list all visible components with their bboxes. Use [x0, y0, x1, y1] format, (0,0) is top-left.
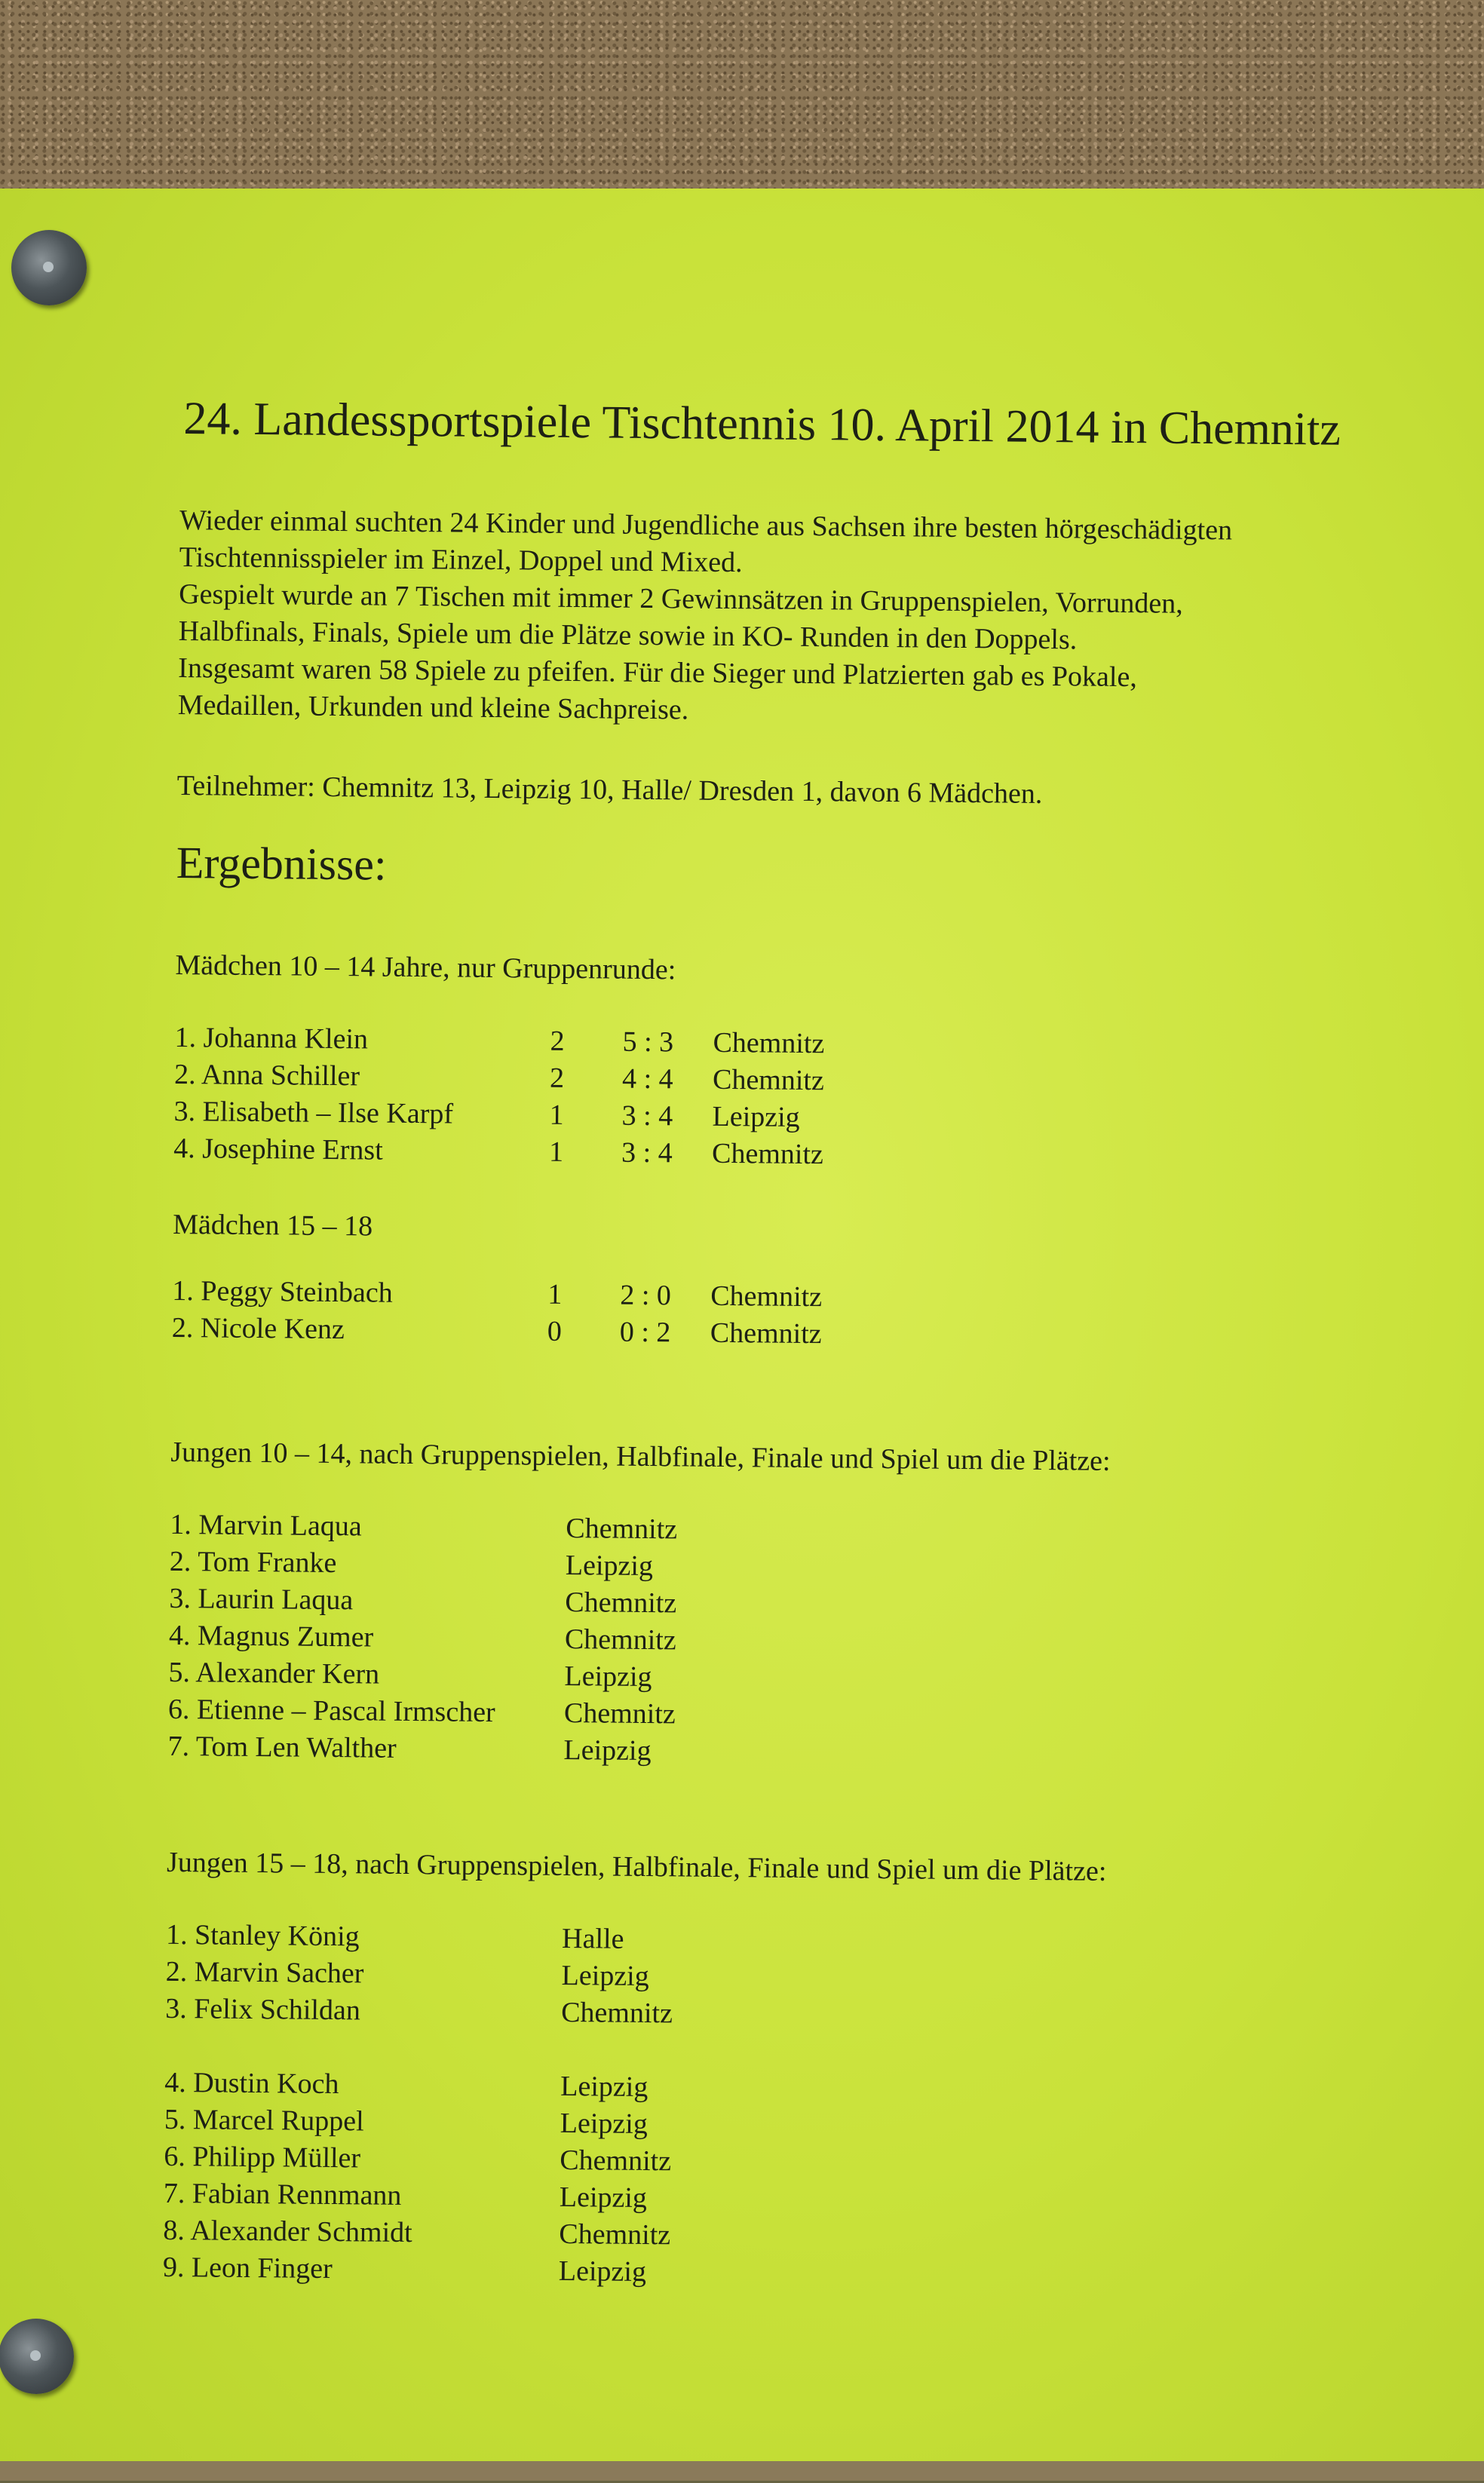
player-club: Chemnitz [561, 1996, 673, 2030]
player-club: Leipzig [564, 1660, 652, 1694]
player-name: 4. Magnus Zumer [168, 1619, 374, 1654]
player-club: Chemnitz [566, 1512, 678, 1546]
player-name: 3. Laurin Laqua [169, 1582, 354, 1617]
participants-line: Teilnehmer: Chemnitz 13, Leipzig 10, Halle/ Dresden 1, davon 6 Mädchen. [176, 769, 1043, 810]
girls-10-14-label: Mädchen 10 – 14 Jahre, nur Gruppenrunde: [175, 949, 676, 986]
player-name: 5. Alexander Kern [168, 1656, 380, 1691]
player-name: 8. Alexander Schmidt [163, 2214, 412, 2249]
player-name: 3. Felix Schildan [165, 1992, 361, 2027]
player-points: 2 [550, 1025, 565, 1057]
player-club: Chemnitz [710, 1317, 822, 1350]
intro-line-6: Medaillen, Urkunden und kleine Sachpreise. [177, 688, 689, 726]
cork-board-background [0, 0, 1484, 204]
player-name: 2. Anna Schiller [173, 1058, 360, 1093]
player-club: Chemnitz [565, 1586, 677, 1620]
player-points: 1 [547, 1278, 563, 1310]
player-name: 6. Etienne – Pascal Irmscher [167, 1693, 495, 1729]
player-club: Chemnitz [712, 1063, 825, 1097]
player-club: Chemnitz [559, 2218, 671, 2252]
player-score: 3 : 4 [621, 1099, 673, 1133]
player-club: Leipzig [559, 2181, 648, 2215]
player-club: Leipzig [565, 1549, 654, 1583]
intro-line-3: Gespielt wurde an 7 Tischen mit immer 2 Gewinnsätzen in Gruppenspielen, Vorrunden, [179, 578, 1183, 620]
player-name: 4. Josephine Ernst [173, 1132, 383, 1166]
boys-10-14-label: Jungen 10 – 14, nach Gruppenspielen, Halbfinale, Finale und Spiel um die Plätze: [170, 1436, 1111, 1477]
player-club: Leipzig [712, 1100, 800, 1133]
player-club: Leipzig [558, 2255, 647, 2288]
player-name: 7. Fabian Rennmann [163, 2177, 402, 2212]
player-club: Chemnitz [713, 1026, 825, 1060]
player-name: 5. Marcel Ruppel [164, 2103, 364, 2138]
player-score: 2 : 0 [620, 1279, 672, 1312]
player-name: 1. Marvin Laqua [170, 1508, 362, 1543]
player-name: 1. Peggy Steinbach [172, 1274, 393, 1309]
intro-line-5: Insgesamt waren 58 Spiele zu pfeifen. Für die Sieger und Platzierten gab es Pokale, [178, 651, 1138, 694]
player-club: Chemnitz [563, 1697, 676, 1730]
player-points: 1 [548, 1136, 564, 1168]
results-heading: Ergebnisse: [176, 837, 387, 890]
player-club: Chemnitz [560, 2144, 672, 2178]
player-name: 2. Marvin Sacher [165, 1955, 364, 1990]
intro-line-4: Halbfinals, Finals, Spiele um die Plätze sowie in KO- Runden in den Doppels. [178, 615, 1078, 656]
player-name: 3. Elisabeth – Ilse Karpf [173, 1095, 454, 1130]
player-name: 1. Stanley König [165, 1918, 360, 1953]
player-score: 3 : 4 [621, 1136, 673, 1169]
player-name: 4. Dustin Koch [164, 2066, 339, 2101]
player-club: Leipzig [560, 2107, 648, 2141]
player-name: 7. Tom Len Walther [167, 1730, 397, 1764]
intro-line-2: Tischtennisspieler im Einzel, Doppel und Mixed. [179, 541, 743, 579]
player-club: Leipzig [560, 2070, 648, 2104]
pushpin-top-icon [11, 230, 87, 305]
player-club: Halle [561, 1922, 624, 1955]
player-name: 2. Tom Franke [169, 1545, 337, 1580]
pushpin-bottom-icon [0, 2319, 74, 2394]
player-name: 6. Philipp Müller [164, 2140, 361, 2175]
player-score: 5 : 3 [622, 1025, 674, 1059]
player-club: Chemnitz [710, 1280, 823, 1314]
player-points: 2 [549, 1062, 565, 1094]
boys-15-18-label: Jungen 15 – 18, nach Gruppenspielen, Halbfinale, Finale und Spiel um die Plätze: [166, 1846, 1107, 1887]
player-club: Leipzig [563, 1734, 652, 1767]
player-name: 9. Leon Finger [162, 2251, 333, 2285]
player-points: 0 [547, 1315, 563, 1347]
player-club: Leipzig [561, 1959, 649, 1993]
document-title: 24. Landessportspiele Tischtennis 10. April 2014 in Chemnitz [183, 393, 1341, 455]
girls-15-18-label: Mädchen 15 – 18 [173, 1208, 373, 1243]
player-score: 4 : 4 [621, 1062, 673, 1096]
player-points: 1 [549, 1099, 564, 1131]
player-club: Chemnitz [711, 1137, 824, 1171]
player-name: 2. Nicole Kenz [171, 1311, 345, 1346]
intro-line-1: Wieder einmal suchten 24 Kinder und Jugendliche aus Sachsen ihre besten hörgeschädigten [179, 504, 1233, 547]
player-score: 0 : 2 [619, 1316, 671, 1349]
player-club: Chemnitz [564, 1623, 676, 1657]
player-name: 1. Johanna Klein [174, 1021, 369, 1056]
